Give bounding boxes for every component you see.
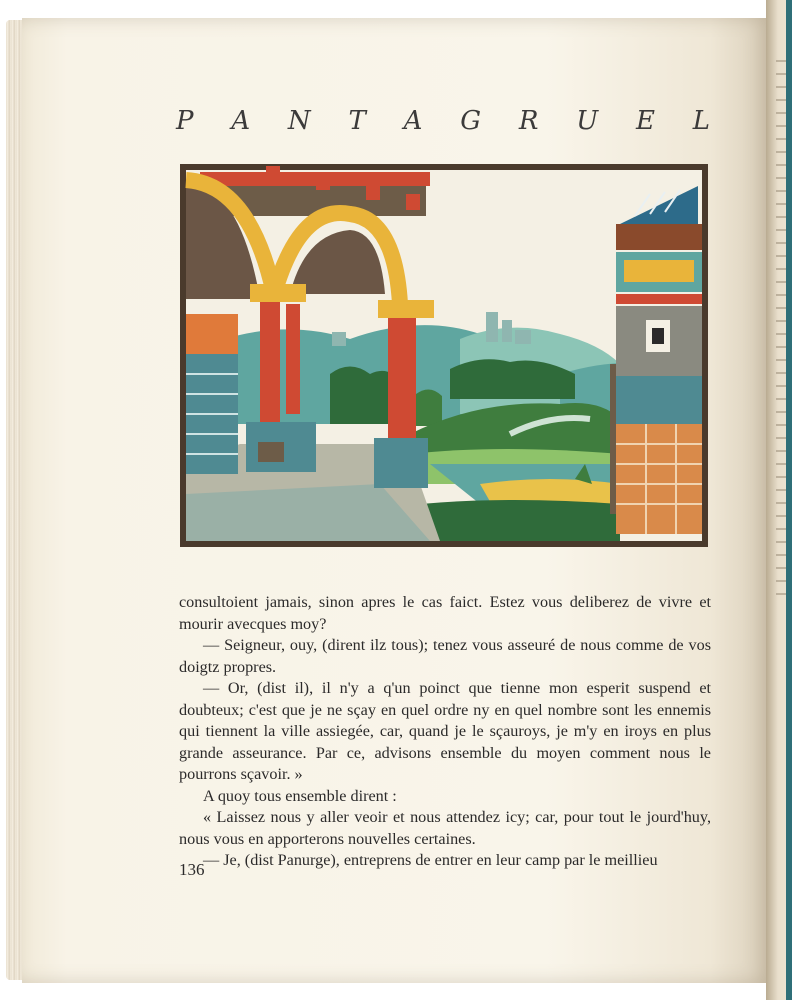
tower-brick bbox=[616, 424, 702, 534]
paragraph-5: « Laissez nous y aller veoir et nous attendez icy; car, pour tout le jourd'huy, nous vous en apporterons nouvelles certaines. bbox=[179, 808, 711, 848]
illustration-svg bbox=[180, 164, 708, 547]
merlon-1 bbox=[266, 166, 280, 180]
paragraph-2: — Seigneur, ouy, (dirent ilz tous); tenez vous asseuré de nous comme de vos doigtz propres. bbox=[179, 636, 711, 676]
running-head-letter: P bbox=[176, 106, 194, 136]
running-head-letter: U bbox=[576, 106, 599, 136]
tower-blue bbox=[616, 376, 702, 424]
running-head bbox=[176, 106, 710, 136]
running-head-letter: R bbox=[518, 106, 539, 136]
running-head-letter: A bbox=[403, 106, 423, 136]
capital-right bbox=[378, 300, 434, 318]
tower-window bbox=[652, 328, 664, 344]
capital-left bbox=[250, 284, 306, 302]
tower-edge bbox=[610, 364, 616, 514]
running-head-letter: T bbox=[348, 106, 366, 136]
distant-house bbox=[332, 332, 346, 346]
tower-band-yellow bbox=[624, 260, 694, 282]
running-head-letter: L bbox=[692, 106, 710, 136]
tower-band-brown bbox=[616, 224, 702, 250]
bush bbox=[416, 389, 442, 426]
merlon-2 bbox=[316, 176, 330, 190]
left-wall-orange bbox=[186, 314, 238, 354]
battlement-base bbox=[200, 172, 430, 186]
running-head-letter: N bbox=[287, 106, 311, 136]
column-left bbox=[260, 302, 280, 422]
column-left-2 bbox=[286, 304, 300, 414]
paragraph-4: A quoy tous ensemble dirent : bbox=[203, 786, 397, 805]
merlon-4 bbox=[406, 194, 420, 210]
base-left-niche bbox=[258, 442, 284, 462]
castle-tower-2 bbox=[502, 320, 512, 342]
castle-tower-1 bbox=[486, 312, 498, 342]
woodcut-illustration bbox=[180, 164, 708, 547]
castle-wall bbox=[515, 330, 531, 344]
paragraph-1: consultoient jamais, sinon apres le cas faict. Estez vous deliberez de vivre et mourir avecques moy? bbox=[179, 593, 711, 633]
base-right bbox=[374, 438, 428, 488]
cover-edge bbox=[786, 0, 792, 1000]
paragraph-3: — Or, (dist il), il n'y a q'un poinct que tienne mon esperit suspend et doubteux; c'est que je ne sçay en quel ordre ny en quel nombre sont les ennemis qui tiennent la ville assiegée, car, quand je le sçauroys, je m'y en iroys en plus grande asseurance. Par ce, advisons ensemble du moyen comment nous le pourrons sçavoir. » bbox=[179, 679, 711, 783]
running-head-letter: E bbox=[635, 106, 655, 136]
tower-band-red bbox=[616, 294, 702, 304]
merlon-3 bbox=[366, 186, 380, 200]
body-text bbox=[179, 592, 711, 872]
column-right bbox=[388, 318, 416, 438]
running-head-letter: A bbox=[231, 106, 251, 136]
paragraph-6: — Je, (dist Panurge), entreprens de entrer en leur camp par le meillieu bbox=[203, 851, 658, 869]
running-head-letter: G bbox=[460, 106, 481, 136]
page-number: 136 bbox=[179, 860, 205, 879]
